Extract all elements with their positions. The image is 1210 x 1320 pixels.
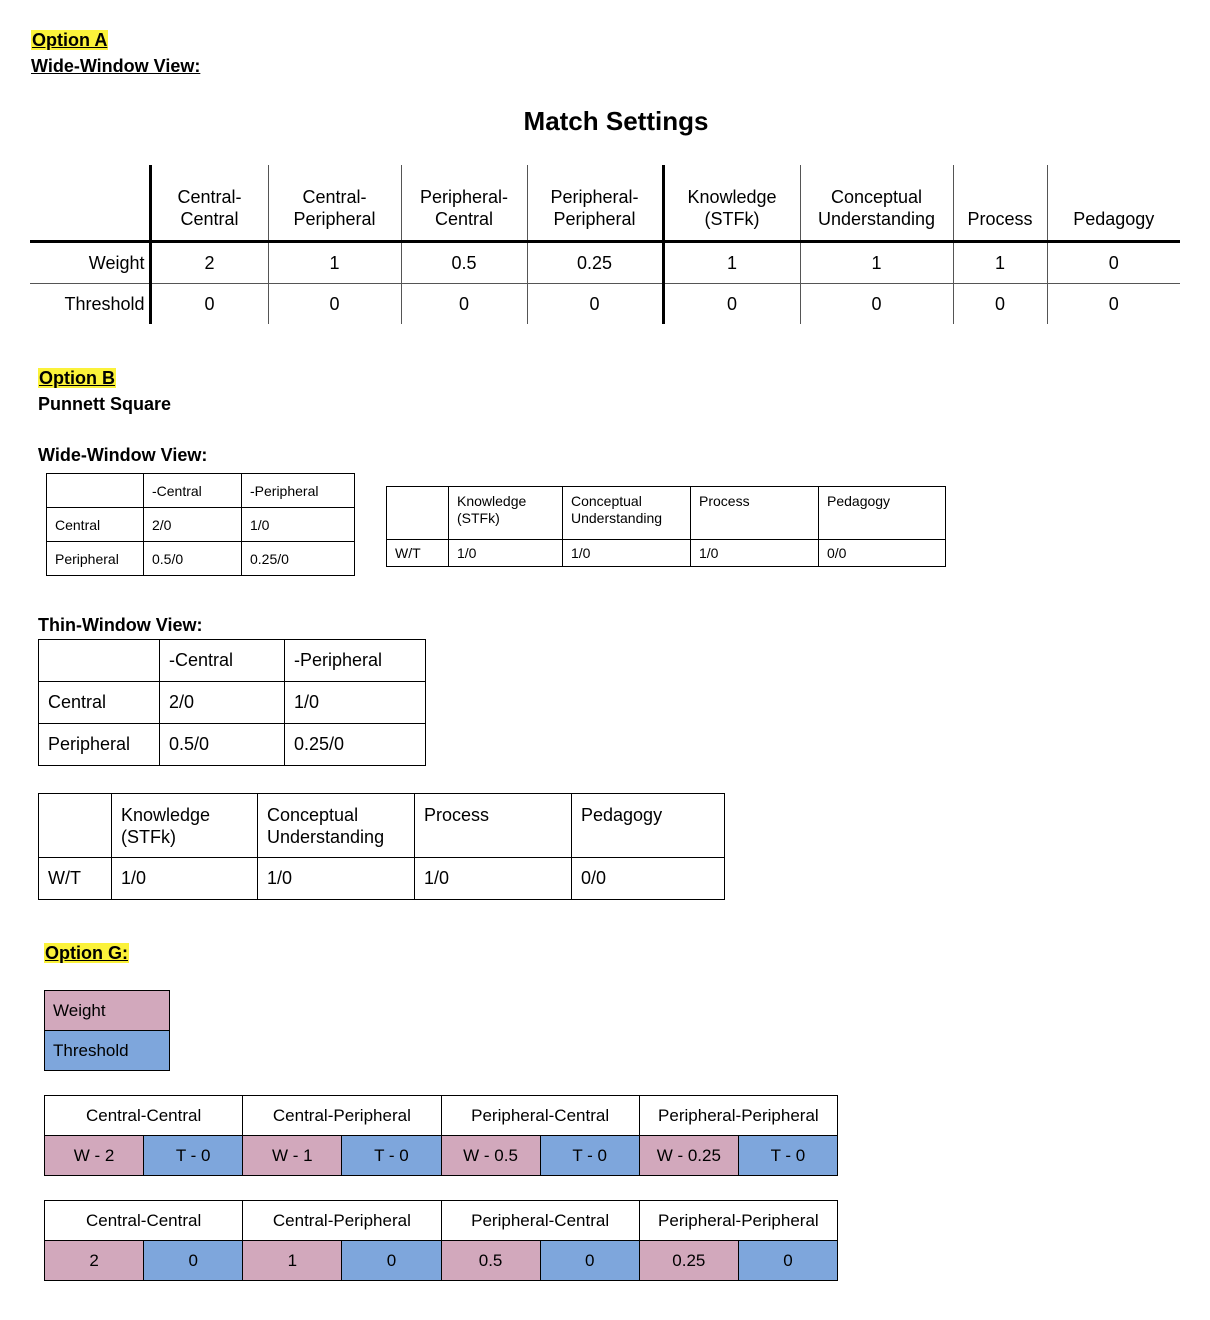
punnett-table-thin (38, 639, 426, 766)
weight-cell[interactable]: 1 (243, 1241, 342, 1281)
col-header: Knowledge (STFk) (449, 487, 563, 540)
header-central-central: Central- Central (150, 165, 268, 242)
pair-header: Central-Peripheral (243, 1096, 441, 1136)
threshold-cell[interactable]: 0 (527, 284, 663, 325)
punnett-table-wide (46, 473, 355, 576)
header-conceptual: Conceptual Understanding (800, 165, 953, 242)
threshold-cell[interactable]: 0 (401, 284, 527, 325)
dim-cell[interactable]: 0/0 (572, 858, 725, 900)
col-header: Conceptual Understanding (563, 487, 691, 540)
threshold-cell[interactable]: 0 (540, 1241, 639, 1281)
weight-cell[interactable]: 1 (663, 242, 800, 284)
row-header: Peripheral (39, 724, 160, 766)
col-header: Pedagogy (572, 794, 725, 858)
row-header: W/T (39, 858, 112, 900)
header-knowledge: Knowledge (STFk) (663, 165, 800, 242)
punnett-cell[interactable]: 1/0 (285, 682, 426, 724)
corner-cell (30, 165, 150, 242)
weight-cell[interactable]: 0.5 (441, 1241, 540, 1281)
dim-cell[interactable]: 1/0 (563, 540, 691, 567)
option-a-label: Option A (32, 30, 108, 50)
row-header: Central (47, 508, 144, 542)
header-central-peripheral: Central- Peripheral (268, 165, 401, 242)
header-peripheral-peripheral: Peripheral- Peripheral (527, 165, 663, 242)
col-header: -Peripheral (242, 474, 355, 508)
match-settings-table (30, 165, 1180, 324)
dim-cell[interactable]: 1/0 (112, 858, 258, 900)
weight-cell[interactable]: W - 0.25 (639, 1136, 738, 1176)
weight-cell[interactable]: 1 (268, 242, 401, 284)
row-header: W/T (387, 540, 449, 567)
pair-header: Peripheral-Peripheral (639, 1096, 837, 1136)
pair-header: Central-Central (45, 1096, 243, 1136)
row-header: Peripheral (47, 542, 144, 576)
punnett-cell[interactable]: 2/0 (144, 508, 242, 542)
legend-threshold: Threshold (45, 1030, 169, 1070)
dim-cell[interactable]: 1/0 (415, 858, 572, 900)
weight-row-label: Weight (30, 242, 150, 284)
weight-cell[interactable]: 2 (45, 1241, 144, 1281)
option-g-label: Option G: (45, 943, 128, 963)
threshold-cell[interactable]: T - 0 (144, 1136, 243, 1176)
punnett-cell[interactable]: 1/0 (242, 508, 355, 542)
weight-cell[interactable]: 2 (150, 242, 268, 284)
corner-cell (47, 474, 144, 508)
weight-cell[interactable]: W - 1 (243, 1136, 342, 1176)
col-header: -Peripheral (285, 640, 426, 682)
pair-header: Peripheral-Central (441, 1096, 639, 1136)
dim-cell[interactable]: 1/0 (691, 540, 819, 567)
thin-window-label: Thin-Window View: (38, 615, 203, 635)
threshold-cell[interactable]: T - 0 (738, 1136, 837, 1176)
header-peripheral-central: Peripheral- Central (401, 165, 527, 242)
dim-cell[interactable]: 1/0 (449, 540, 563, 567)
threshold-cell[interactable]: 0 (204, 294, 215, 314)
option-b-label: Option B (39, 368, 115, 388)
option-b-subtitle: Punnett Square (38, 394, 172, 414)
punnett-cell[interactable]: 0.5/0 (160, 724, 285, 766)
weight-cell[interactable]: 0.5 (401, 242, 527, 284)
weight-cell[interactable]: W - 2 (45, 1136, 144, 1176)
header-pedagogy: Pedagogy (1047, 165, 1180, 242)
threshold-cell[interactable]: 0 (144, 1241, 243, 1281)
option-a-subtitle: Wide-Window View: (31, 56, 201, 76)
corner-cell (39, 640, 160, 682)
punnett-cell[interactable]: 2/0 (160, 682, 285, 724)
col-header: -Central (144, 474, 242, 508)
weight-cell[interactable]: 1 (953, 242, 1047, 284)
dim-cell[interactable]: 0/0 (819, 540, 946, 567)
col-header: Conceptual Understanding (258, 794, 415, 858)
weight-cell[interactable]: 1 (800, 242, 953, 284)
pair-header: Peripheral-Central (441, 1201, 639, 1241)
color-legend (44, 990, 170, 1071)
pair-header: Peripheral-Peripheral (639, 1201, 837, 1241)
col-header: Process (691, 487, 819, 540)
option-g-plain-table (44, 1200, 838, 1281)
match-settings-title: Match Settings (523, 106, 709, 136)
corner-cell (39, 794, 112, 858)
wide-window-label: Wide-Window View: (38, 445, 208, 465)
weight-cell[interactable]: 0.25 (527, 242, 663, 284)
threshold-cell[interactable]: 0 (342, 1241, 441, 1281)
col-header: Process (415, 794, 572, 858)
weight-cell[interactable]: 0 (1047, 242, 1180, 284)
col-header: -Central (160, 640, 285, 682)
dimension-table-thin (38, 793, 725, 900)
threshold-row-label: Threshold (30, 284, 150, 325)
pair-header: Central-Peripheral (243, 1201, 441, 1241)
punnett-cell[interactable]: 0.25/0 (285, 724, 426, 766)
option-g-labeled-table (44, 1095, 838, 1176)
col-header: Pedagogy (819, 487, 946, 540)
dim-cell[interactable]: 1/0 (258, 858, 415, 900)
row-header: Central (39, 682, 160, 724)
threshold-cell[interactable]: 0 (268, 284, 401, 325)
threshold-cell[interactable]: 0 (663, 284, 800, 325)
threshold-cell[interactable]: T - 0 (540, 1136, 639, 1176)
threshold-cell[interactable]: 0 (738, 1241, 837, 1281)
header-process: Process (953, 165, 1047, 242)
pair-header: Central-Central (45, 1201, 243, 1241)
weight-cell[interactable]: W - 0.5 (441, 1136, 540, 1176)
threshold-cell[interactable]: 0 (953, 284, 1047, 325)
punnett-cell[interactable]: 0.25/0 (242, 542, 355, 576)
dimension-table-wide (386, 486, 946, 567)
legend-weight: Weight (45, 991, 169, 1030)
punnett-cell[interactable]: 0.5/0 (144, 542, 242, 576)
threshold-cell[interactable]: T - 0 (342, 1136, 441, 1176)
threshold-cell[interactable]: 0 (800, 284, 953, 325)
col-header: Knowledge (STFk) (112, 794, 258, 858)
corner-cell (387, 487, 449, 540)
weight-cell[interactable]: 0.25 (639, 1241, 738, 1281)
threshold-cell[interactable]: 0 (1047, 284, 1180, 325)
